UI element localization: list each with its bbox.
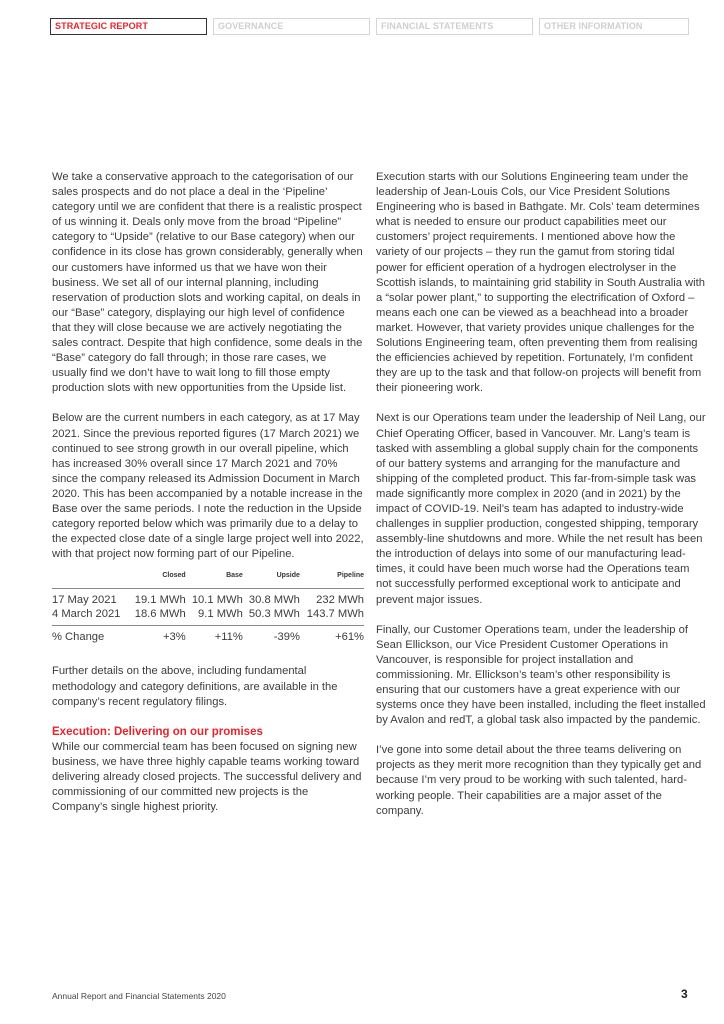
categorisation-paragraph: We take a conservative approach to the categorisation of our sales prospects and do not place a deal in the ‘Pipeline’ category until we are confident that there is a realistic prospect of us winning it. Deals only move from the broad “Pipeline” category to “Upside” (relative to our Base category) when our confidence in its close has grown considerably, generally when our customers have informed us that we have won their business. We set all of our internal planning, including reservation of production slots and working capital, on deals in our “Base” category, displaying our high level of confidence that they will close because we are actively negotiating the sales contract. Despite that high confidence, some deals in the “Base” category do fall through; in those rare cases, we usually find we don’t have to wait long to fill those empty production slots with new opportunities from the Upside list.: [52, 171, 363, 395]
change-label: % Change: [52, 626, 129, 645]
row-base: 10.1 MWh: [186, 589, 243, 608]
header-closed: Closed: [162, 572, 186, 580]
row-pipeline: 143.7 MWh: [306, 608, 364, 621]
row-date: 17 May 2021: [52, 589, 129, 608]
row-upside: 50.3 MWh: [248, 608, 300, 621]
change-upside: -39%: [243, 626, 300, 645]
execution-heading: Execution: Delivering on our promises: [52, 725, 263, 738]
change-row: [52, 626, 364, 645]
row-date: 4 March 2021: [52, 608, 121, 621]
header-base: Base: [226, 572, 243, 580]
table-row: [52, 607, 364, 626]
tab-financial-statements[interactable]: FINANCIAL STATEMENTS: [376, 18, 533, 35]
table-row: [52, 589, 364, 608]
row-closed: 18.6 MWh: [134, 608, 186, 621]
footer-report-title: Annual Report and Financial Statements 2020: [52, 991, 226, 1001]
header-date: [52, 568, 129, 589]
section-nav: [50, 18, 689, 35]
change-closed: +3%: [129, 626, 186, 645]
operations-paragraph: Next is our Operations team under the leadership of Neil Lang, our Chief Operating Officer, based in Vancouver. Mr. Lang’s team is tasked with assembling a global supply chain for the components of our battery systems and arranging for the manufacture and shipping of the completed product. This far-from-simple task was made significantly more complex in 2020 (and in 2021) by the impact of COVID-19. Neil’s team has adapted to industry-wide challenges in supplier production, congested shipping, temporary assembly-line shutdowns and more. While the net result has been the introduction of delays into some of our manufacturing lead-times, it could have been much worse had the Operations team not successfully performed exceptional work to anticipate and prevent major issues.: [376, 412, 706, 606]
solutions-engineering-paragraph: Execution starts with our Solutions Engineering team under the leadership of Jean-Louis Cols, our Vice President Solutions Engineering who is based in Bathgate. Mr. Cols’ team determines what is needed to ensure our product capabilities meet our customers’ project requirements. I mentioned above how the variety of our projects – they run the gamut from storing tidal power for efficient operation of a hydrogen electrolyser in the Scottish islands, to maintaining grid stability in South Australia with a “solar power plant,” to supporting the electrification of Oxford – means each one can be viewed as a beachhead into a broader market. However, that variety provides unique challenges for the Solutions Engineering team, often preventing them from realising the efficiencies achieved by repetition. Fortunately, I’m confident they are up to the task and that follow-on projects will benefit from their pioneering work.: [376, 171, 705, 395]
left-column: [52, 170, 364, 830]
row-closed: 19.1 MWh: [129, 589, 186, 608]
tab-governance[interactable]: GOVERNANCE: [213, 18, 370, 35]
current-numbers-paragraph: Below are the current numbers in each category, as at 17 May 2021. Since the previous reported figures (17 March 2021) we continued to see strong growth in our overall pipeline, which has increased 30% overall since 17 March 2021 and 70% since the company released its Admission Document in March 2020. This has been accompanied by a notable increase in the Base over the same periods. I note the reduction in the Upside category reported below which was primarily due to a delay to the expected close date of a single large project well into 2022, with that project now forming part of our Pipeline.: [52, 412, 364, 561]
change-pipeline: +61%: [300, 626, 364, 645]
execution-paragraph: While our commercial team has been focused on signing new business, we have three highly capable teams working toward delivering already closed projects. The successful delivery and commissioning of our committed new projects is the Company’s single highest priority.: [52, 740, 362, 814]
row-pipeline: 232 MWh: [300, 589, 364, 608]
row-upside: 30.8 MWh: [243, 589, 300, 608]
further-details-paragraph: Further details on the above, including fundamental methodology and category definitions, are available in the company’s recent regulatory filings.: [52, 665, 338, 708]
header-upside: Upside: [276, 572, 300, 580]
pipeline-table: [52, 568, 364, 644]
row-base: 9.1 MWh: [198, 608, 243, 621]
closing-paragraph: I’ve gone into some detail about the three teams delivering on projects as they merit more recognition than they typically get and because I’m very proud to be working with such talented, hard-working people. Their capabilities are a major asset of the company.: [376, 744, 702, 817]
header-pipeline: Pipeline: [337, 572, 364, 580]
customer-operations-paragraph: Finally, our Customer Operations team, under the leadership of Sean Ellickson, our Vice President Customer Operations in Vancouver, is responsible for project installation and commissioning. Mr. Ellickson’s team’s other responsibility is ensuring that our customers have a great experience with our systems once they have been installed, including the fleet installed by Avalon and redT, a global task also impacted by the pandemic.: [376, 623, 706, 727]
table-header-row: [52, 568, 364, 589]
right-column: [376, 170, 706, 834]
page-number: 3: [681, 987, 688, 1001]
tab-strategic-report[interactable]: STRATEGIC REPORT: [50, 18, 207, 35]
tab-other-information[interactable]: OTHER INFORMATION: [539, 18, 689, 35]
change-base: +11%: [186, 626, 243, 645]
